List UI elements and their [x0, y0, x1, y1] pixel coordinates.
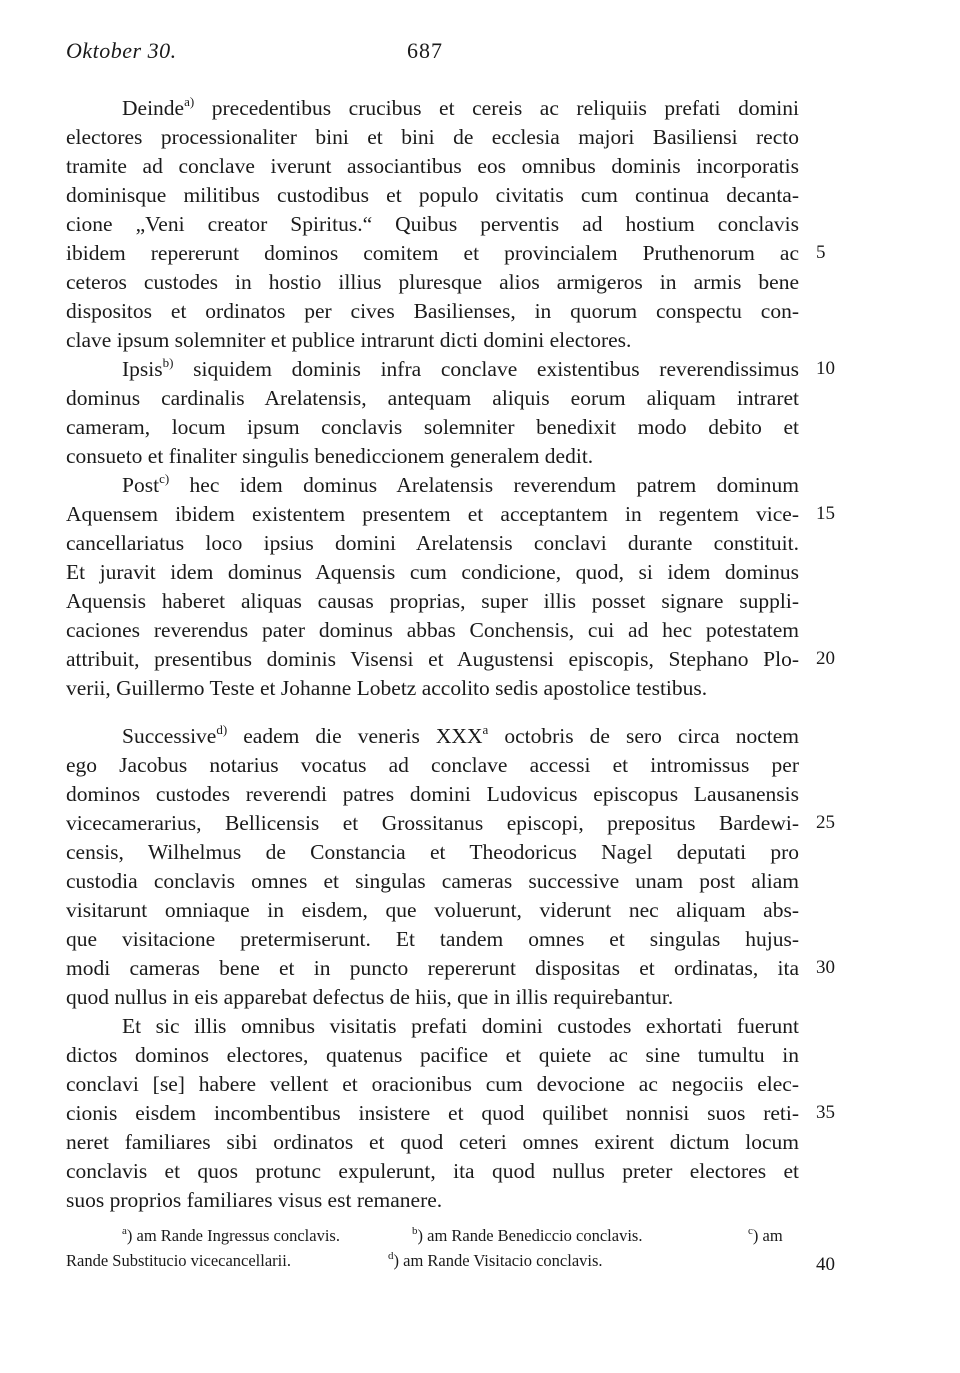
text-line: dictos dominos electores, quatenus pacifice et quiete ac sine tumultu in	[66, 1043, 799, 1067]
footnote-ref: d)	[216, 722, 228, 737]
line-number: 30	[816, 957, 835, 978]
text-line: dispositos et ordinatos per cives Basilienses, in quorum conspectu con-	[66, 299, 799, 323]
text-line: vicecamerarius, Bellicensis et Grossitanus episcopi, prepositus Bardewi-	[66, 811, 799, 835]
text-line: Deinde$^{a)}$ precedentibus crucibus et cereis ac reliquiis prefati domini	[122, 94, 799, 120]
text-line: caciones reverendus pater dominus abbas Conchensis, cui ad hec potestatem	[66, 618, 799, 642]
text-line: consueto et finaliter singulis benediccionem generalem dedit.	[66, 444, 594, 468]
text-line: electores processionaliter bini et bini de ecclesia majori Basiliensi recto	[66, 125, 799, 149]
footnote-b: $^b$) am Rande Benediccio conclavis.	[412, 1225, 643, 1245]
text-line: verii, Guillermo Teste et Johanne Lobetz accolito sedis apostolice testibus.	[66, 676, 708, 700]
text-line: custodia conclavis omnes et singulas cameras successive unam post aliam	[66, 869, 799, 893]
footnote-a: $^a$) am Rande Ingressus conclavis.	[122, 1225, 340, 1245]
text-line: ego Jacobus notarius vocatus ad conclave accessi et intromissus per	[66, 753, 799, 777]
text-line: tramite ad conclave iverunt associantibus eos omnibus dominis incorporatis	[66, 154, 799, 178]
text-line: cameram, locum ipsum conclavis solemniter benedixit modo debito et	[66, 415, 799, 439]
page-number: 687	[407, 38, 443, 63]
text-line: conclavis et quos protunc expulerunt, ita quod nullus preter electores et	[66, 1159, 799, 1183]
text-line: Successive$^{d)}$ eadem die veneris XXX$^a$ octobris de sero circa noctem	[122, 722, 799, 748]
text-line: Aquensem ibidem existentem presentem et acceptantem in regentem vice-	[66, 502, 799, 526]
text-line: cione „Veni creator Spiritus.“ Quibus perventis ad hostium conclavis	[66, 212, 799, 236]
text-line: conclavi [se] habere vellent et oracionibus cum devocione ac negociis elec-	[66, 1072, 799, 1096]
footnote-c-continued: Rande Substitucio vicecancellarii.	[66, 1251, 291, 1270]
text-line: ibidem repererunt dominos comitem et provincialem Pruthenorum ac	[66, 241, 799, 265]
text-line: cancellariatus loco ipsius domini Arelatensis conclavi durante constituit.	[66, 531, 799, 555]
text-line: Aquensis haberet aliquas causas proprias, super illis posset signare suppli-	[66, 589, 799, 613]
superscript: a	[482, 722, 489, 737]
text-line: ceteros custodes in hostio illius pluresque alios armigeros in armis bene	[66, 270, 799, 294]
text-line: attribuit, presentibus dominis Visensi et Augustensi episcopis, Stephano Plo-	[66, 647, 799, 671]
footnote-ref: c)	[159, 471, 170, 486]
text-line: dominos custodes reverendi patres domini Ludovicus episcopus Lausanensis	[66, 782, 799, 806]
line-number: 25	[816, 812, 835, 833]
text-line: modi cameras bene et in puncto repererunt dispositas et ordinatas, ita	[66, 956, 799, 980]
text-line: quod nullus in eis apparebat defectus de hiis, que in illis requirebantur.	[66, 985, 674, 1009]
line-number: 10	[816, 358, 835, 379]
line-number: 15	[816, 503, 835, 524]
text-line: suos proprios familiares visus est remanere.	[66, 1188, 443, 1212]
text-line: censis, Wilhelmus de Constancia et Theodoricus Nagel deputati pro	[66, 840, 799, 864]
line-number: 20	[816, 648, 835, 669]
text-line: Et sic illis omnibus visitatis prefati domini custodes exhortati fuerunt	[122, 1014, 799, 1038]
text-line: que visitacione pretermiserunt. Et tandem omnes et singulas hujus-	[66, 927, 799, 951]
text-line: Ipsis$^{b)}$ siquidem dominis infra conclave existentibus reverendissimus	[122, 355, 799, 381]
text-line: dominisque militibus custodibus et populo civitatis cum continua decanta-	[66, 183, 799, 207]
text-line: Post$^{c)}$ hec idem dominus Arelatensis reverendum patrem dominum	[122, 471, 799, 497]
line-number: 40	[816, 1254, 835, 1275]
footnote-d: $^d$) am Rande Visitacio conclavis.	[388, 1250, 603, 1270]
text-line: dominus cardinalis Arelatensis, antequam aliquis eorum aliquam intraret	[66, 386, 799, 410]
footnote-c: $^c$) am	[748, 1225, 783, 1245]
text-line: visitarunt omniaque in eisdem, que voluerunt, viderunt nec aliquam abs-	[66, 898, 799, 922]
footnote-ref: a)	[184, 94, 195, 109]
footnote-ref: b)	[162, 355, 174, 370]
line-number: 35	[816, 1102, 835, 1123]
text-line: Et juravit idem dominus Aquensis cum condicione, quod, si idem dominus	[66, 560, 799, 584]
text-line: cionis eisdem incombentibus insistere et quod quilibet nonnisi suos reti-	[66, 1101, 799, 1125]
text-line: clave ipsum solemniter et publice intrarunt dicti domini electores.	[66, 328, 632, 352]
running-title: Oktober 30.	[66, 38, 177, 63]
text-line: neret familiares sibi ordinatos et quod ceteri omnes exirent dictum locum	[66, 1130, 799, 1154]
line-number: 5	[816, 242, 826, 263]
